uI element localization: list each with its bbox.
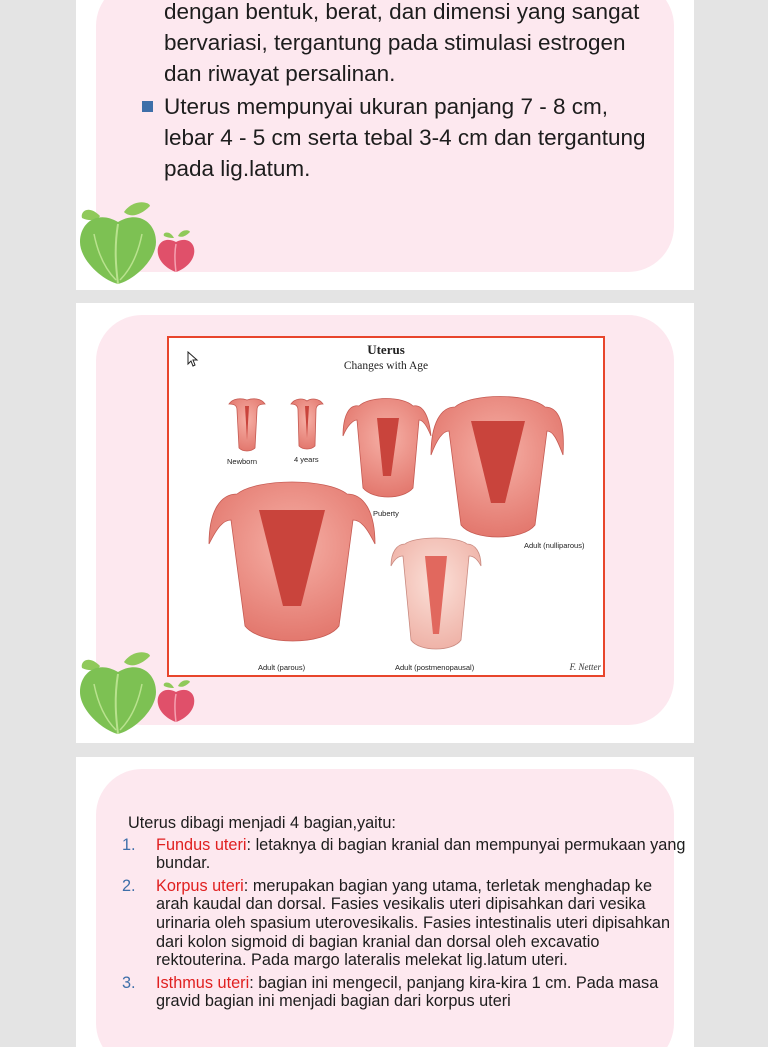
list-text: : bagian ini mengecil, panjang kira-kira 1 cm. Pada masa gravid bagian ini menjadi bagian dari korpus uteri: [156, 973, 659, 1011]
label-newborn: Newborn: [227, 457, 258, 466]
slide-2: [76, 303, 694, 743]
list-item: [122, 835, 688, 873]
continuation-paragraph: dengan bentuk, berat, dan dimensi yang sangat bervariasi, tergantung pada stimulasi estrogen dan riwayat persalinan.: [164, 0, 640, 86]
square-bullet-icon: [142, 101, 153, 112]
list-number: 1.: [122, 835, 136, 854]
apple-logo-icon: [78, 648, 198, 740]
uterus-adult-postmenopausal: [391, 538, 481, 649]
uterus-puberty: [343, 399, 431, 498]
uterus-4-years: [291, 399, 323, 449]
label-puberty: Puberty: [373, 509, 399, 518]
list-item: [122, 876, 688, 970]
slide-1: [76, 0, 694, 290]
slide-3: [76, 757, 694, 1047]
bullet-text: Uterus mempunyai ukuran panjang 7 - 8 cm, lebar 4 - 5 cm serta tebal 3-4 cm dan tergantung pada lig.latum.: [164, 94, 646, 181]
label-adult-nulliparous: Adult (nulliparous): [524, 541, 585, 550]
uterus-adult-parous: [209, 482, 375, 641]
list-term: Korpus uteri: [156, 876, 244, 895]
figure-subtitle: Changes with Age: [343, 360, 429, 372]
slide-1-text: [164, 0, 664, 184]
uterus-parts-list: [122, 835, 688, 1011]
list-term: Fundus uteri: [156, 835, 247, 854]
uterus-illustrations: [169, 338, 603, 675]
bullet-item: [164, 91, 664, 184]
apple-logo-icon: [78, 198, 198, 290]
list-number: 3.: [122, 973, 136, 992]
netter-signature: F. Netter: [569, 662, 601, 672]
list-term: Isthmus uteri: [156, 973, 250, 992]
uterus-adult-nulliparous: [431, 397, 563, 538]
list-text: : letaknya di bagian kranial dan mempunyai permukaan yang bundar.: [156, 835, 686, 873]
label-adult-parous: Adult (parous): [258, 663, 306, 672]
intro-line: Uterus dibagi menjadi 4 bagian,yaitu:: [128, 814, 396, 832]
label-4-years: 4 years: [294, 455, 319, 464]
list-item: [122, 973, 688, 1011]
list-text: : merupakan bagian yang utama, terletak menghadap ke arah kaudal dan dorsal. Fasies vesikalis uteri dipisahkan dari vesika urinaria oleh spasium uterovesikalis. Fasies intestinalis uteri dipisahkan dari kolon sigmoid di bagian kranial dan dorsal oleh excavatio rektouterina. Pada margo lateralis melekat lig.latum uteri.: [156, 876, 671, 970]
label-adult-postmenopausal: Adult (postmenopausal): [395, 663, 475, 672]
figure-title: Uterus: [367, 342, 405, 357]
list-number: 2.: [122, 876, 136, 895]
slide-3-text: [122, 814, 688, 1015]
uterus-age-figure: [167, 336, 605, 677]
uterus-newborn: [229, 399, 265, 451]
